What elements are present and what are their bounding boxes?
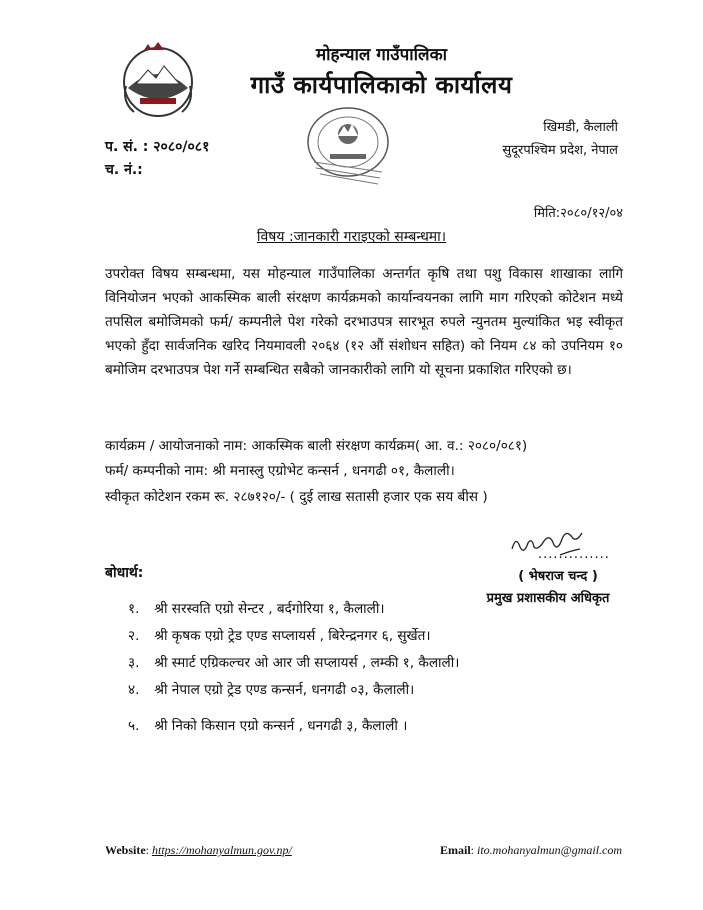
- cc-list-item: [128, 679, 414, 698]
- office-name: मोहन्याल गाउँपालिका: [315, 45, 448, 65]
- program-name: कार्यक्रम / आयोजनाको नाम: आकस्मिक बाली संरक्षण कार्यक्रम( आ. व.: २०८०/०८१): [105, 438, 528, 454]
- cc-item-number: ५.: [128, 718, 140, 734]
- cc-item-text: श्री नेपाल एग्रो ट्रेड एण्ड कन्सर्न, धनगढी ०३, कैलाली।: [154, 682, 415, 698]
- cc-item-text: श्री कृषक एग्रो ट्रेड एण्ड सप्लायर्स , बिरेन्द्रनगर ६, सुर्खेत।: [154, 628, 431, 644]
- cc-item-text: श्री स्मार्ट एग्रिकल्चर ओ आर जी सप्लायर्स , लम्की १, कैलाली।: [154, 655, 460, 671]
- approved-amount: स्वीकृत कोटेशन रकम रू. २८७१२०/- ( दुई लाख सतासी हजार एक सय बीस ): [105, 489, 488, 505]
- office-stamp-icon: [300, 102, 396, 188]
- cc-list-item: [128, 715, 407, 734]
- firm-name: फर्म/ कम्पनीको नाम: श्री मनास्लु एग्रोभेट कन्सर्न , धनगढी ०१, कैलाली।: [105, 463, 455, 479]
- dispatch-number: च. नं.:: [105, 162, 143, 178]
- website-link[interactable]: https://mohanyalmun.gov.np/: [152, 843, 292, 857]
- website-label: Website: [105, 843, 146, 857]
- footer-email: Email: ito.mohanyalmun@gmail.com: [440, 843, 623, 857]
- address-line-2: सुदूरपश्चिम प्रदेश, नेपाल: [502, 143, 618, 158]
- office-title: गाउँ कार्यपालिकाको कार्यालय: [250, 71, 513, 99]
- signer-title: प्रमुख प्रशासकीय अधिकृत: [486, 591, 610, 606]
- cc-item-text: श्री निको किसान एग्रो कन्सर्न , धनगढी ३, कैलाली ।: [154, 718, 408, 734]
- cc-item-number: ३.: [128, 655, 140, 671]
- letter-number: प. सं. : २०८०/०८१: [105, 139, 210, 155]
- email-address[interactable]: ito.mohanyalmun@gmail.com: [477, 843, 623, 857]
- signature-line: ..............: [538, 547, 610, 562]
- footer-website: Website: https://mohanyalmun.gov.np/: [105, 843, 292, 857]
- signer-name: ( भेषराज चन्द ): [518, 569, 598, 584]
- subject-text: विषय :जानकारी गराइएको सम्बन्धमा।: [256, 229, 447, 245]
- address-line-1: खिमडी, कैलाली: [543, 120, 618, 135]
- cc-item-number: १.: [128, 601, 140, 617]
- letter-body: उपरोक्त विषय सम्बन्धमा, यस मोहन्याल गाउँपालिका अन्तर्गत कृषि तथा पशु विकास शाखाका लागि विनियोजन भएको आकस्मिक बाली संरक्षण कार्यक्रमको कार्यान्वयनका लागि माग गरिएको कोटेशन मध्ये तपसिल बमोजिमको फर्म/ कम्पनीले पेश गरेको दरभाउपत्र सारभूत रुपले न्युनतम मुल्यांकित भइ स्वीकृत भएको हुँदा सार्वजनिक खरिद नियमावली २०६४ (१२ औं संशोधन सहित) को नियम ८४ को उपनियम १० बमोजिम दरभाउपत्र पेश गर्ने सम्बन्धित सबैको जानकारीको लागि यो सूचना प्रकाशित गरिएको छ।: [105, 266, 623, 378]
- cc-title: बोधार्थ:: [105, 565, 144, 581]
- letter-date: मिति:२०८०/१२/०४: [533, 206, 623, 221]
- cc-list-item: [128, 598, 385, 617]
- cc-list-item: [128, 625, 431, 644]
- cc-item-number: २.: [128, 628, 140, 644]
- email-label: Email: [440, 843, 471, 857]
- cc-list-item: [128, 652, 459, 671]
- cc-item-number: ४.: [128, 682, 140, 698]
- cc-item-text: श्री सरस्वति एग्रो सेन्टर , बर्दगोरिया १, कैलाली।: [154, 601, 385, 617]
- letter-subject: [0, 227, 703, 246]
